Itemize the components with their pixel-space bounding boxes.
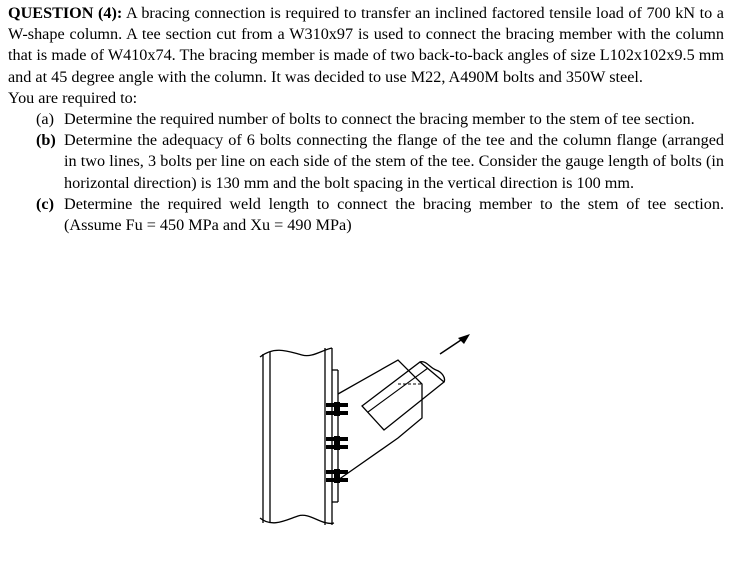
column-break-bottom <box>260 515 334 523</box>
bolt <box>326 436 348 450</box>
parts-list <box>8 109 724 236</box>
part-c <box>8 194 724 236</box>
load-arrow-head <box>458 334 470 344</box>
part-b <box>8 130 724 194</box>
column-break-top <box>260 348 332 357</box>
part-b-label: (b) <box>36 131 56 150</box>
part-c-text: Determine the required weld length to connect the bracing member to the stem of tee section. (Assume Fu = 450 MPa and Xu = 490 MPa) <box>64 194 724 235</box>
bracing-member-edge <box>368 368 428 412</box>
question-text: A bracing connection is required to transfer an inclined factored tensile load of 700 kN to a W-shape column. A tee section cut from a W310x97 is used to connect the bracing member with the column that is made of W410x74. The bracing member is made of two back-to-back angles of size L102x102x9.5 mm and at 45 degree angle with the column. It was decided to use M22, A490M bolts and 350W steel. <box>8 4 724 86</box>
part-a-label: (a) <box>36 110 54 129</box>
question-paragraph <box>8 3 724 88</box>
part-a-text: Determine the required number of bolts to connect the bracing member to the stem of tee section. <box>64 110 695 129</box>
question-label: QUESTION (4): <box>8 4 123 22</box>
bracing-connection-figure <box>250 330 490 540</box>
part-c-label: (c) <box>36 194 54 213</box>
question-document <box>8 3 724 236</box>
connection-diagram <box>250 330 490 540</box>
tee-stem-outline <box>338 360 422 480</box>
bolt <box>326 402 348 416</box>
part-a <box>8 109 724 130</box>
required-heading: You are required to: <box>8 88 138 107</box>
bracing-member <box>362 362 444 430</box>
part-b-text: Determine the adequacy of 6 bolts connecting the flange of the tee and the column flange (arranged in two lines, 3 bolts per line on each side of the stem of the tee. Consider the gauge length of bolts (in horizontal direction) is 130 mm and the bolt spacing in the vertical direction is 100 mm. <box>64 131 724 192</box>
